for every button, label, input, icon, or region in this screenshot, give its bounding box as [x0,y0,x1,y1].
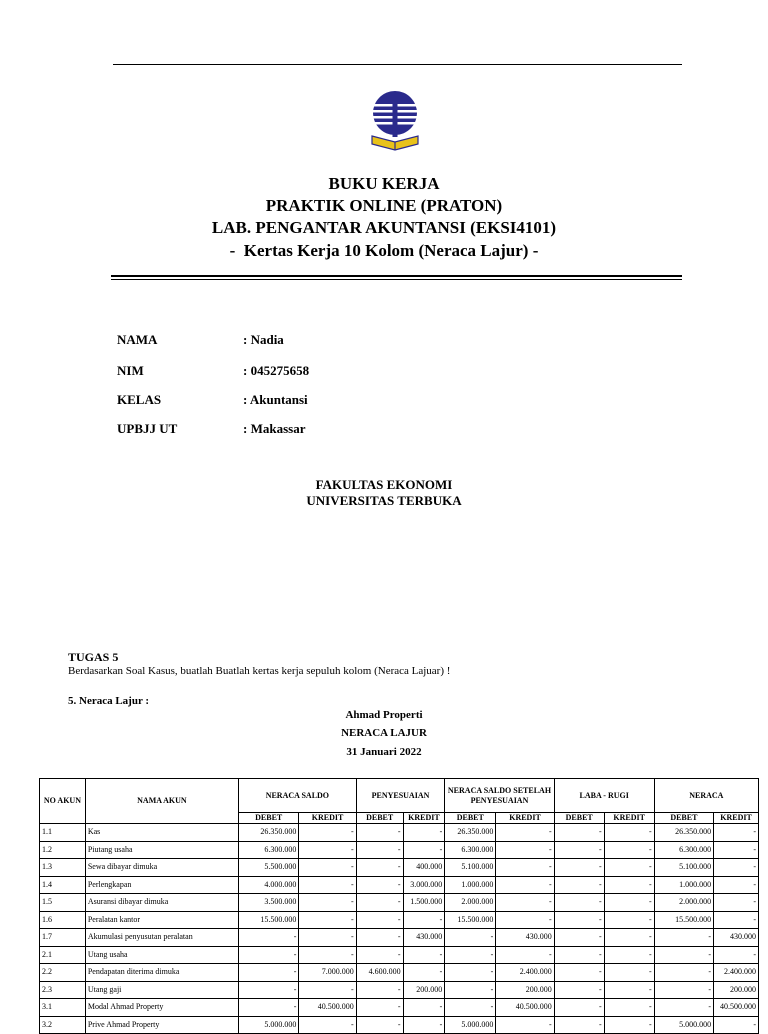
account-name: Peralatan kantor [85,911,238,929]
amount-cell: - [445,964,496,982]
amount-cell: - [554,894,604,912]
subheader-debet: DEBET [654,813,713,824]
amount-cell: - [604,999,654,1017]
assignment-heading: TUGAS 5 [68,650,119,664]
amount-cell: - [604,824,654,842]
amount-cell: - [554,981,604,999]
amount-cell: - [554,841,604,859]
amount-cell: 6.300.000 [654,841,713,859]
amount-cell: - [445,999,496,1017]
amount-cell: - [356,1016,403,1034]
account-name: Utang usaha [85,946,238,964]
field-label-upbjj: UPBJJ UT [117,421,178,436]
amount-cell: - [714,911,759,929]
amount-cell: 5.100.000 [445,859,496,877]
amount-cell: - [403,999,445,1017]
amount-cell: - [403,1016,445,1034]
amount-cell: 200.000 [403,981,445,999]
amount-cell: 1.000.000 [445,876,496,894]
field-value-upbjj: : Makassar [243,421,306,436]
amount-cell: 26.350.000 [239,824,299,842]
section-heading: 5. Neraca Lajur : [68,695,150,707]
amount-cell: 200.000 [496,981,554,999]
amount-cell: - [604,981,654,999]
amount-cell: - [554,1016,604,1034]
amount-cell: - [239,981,299,999]
amount-cell: 26.350.000 [445,824,496,842]
account-number: 1.7 [40,929,86,947]
account-name: Akumulasi penyusutan peralatan [85,929,238,947]
amount-cell: - [604,964,654,982]
amount-cell: - [554,859,604,877]
table-row [40,1016,759,1034]
amount-cell: - [554,911,604,929]
amount-cell: - [554,946,604,964]
amount-cell: 430.000 [496,929,554,947]
amount-cell: - [496,859,554,877]
amount-cell: 15.500.000 [239,911,299,929]
amount-cell: - [403,911,445,929]
account-name: Kas [85,824,238,842]
amount-cell: 7.000.000 [299,964,356,982]
amount-cell: - [654,946,713,964]
amount-cell: - [654,999,713,1017]
subheader-debet: DEBET [445,813,496,824]
amount-cell: - [604,929,654,947]
amount-cell: - [445,929,496,947]
amount-cell: 3.000.000 [403,876,445,894]
account-name: Pendapatan diterima dimuka [85,964,238,982]
amount-cell: - [496,911,554,929]
top-rule [113,64,682,65]
field-label-nim: NIM [117,363,144,378]
amount-cell: 4.000.000 [239,876,299,894]
amount-cell: - [714,841,759,859]
account-number: 1.3 [40,859,86,877]
worksheet-table [39,778,759,1034]
account-name: Piutang usaha [85,841,238,859]
double-rule-top [111,275,682,277]
header-group-neraca: NERACA [654,779,758,813]
amount-cell: - [554,876,604,894]
amount-cell: - [714,824,759,842]
subheader-debet: DEBET [239,813,299,824]
account-number: 3.1 [40,999,86,1017]
amount-cell: - [403,841,445,859]
amount-cell: - [496,946,554,964]
amount-cell: - [239,964,299,982]
amount-cell: - [714,859,759,877]
amount-cell: 15.500.000 [654,911,713,929]
amount-cell: 2.000.000 [445,894,496,912]
amount-cell: 5.500.000 [239,859,299,877]
account-number: 2.2 [40,964,86,982]
table-row [40,946,759,964]
table-row [40,999,759,1017]
amount-cell: - [299,824,356,842]
amount-cell: 430.000 [403,929,445,947]
amount-cell: - [554,964,604,982]
amount-cell: 40.500.000 [714,999,759,1017]
subheader-kredit: KREDIT [714,813,759,824]
amount-cell: - [654,929,713,947]
amount-cell: - [554,929,604,947]
cover-title-4: - Kertas Kerja 10 Kolom (Neraca Lajur) - [229,241,539,260]
amount-cell: 40.500.000 [299,999,356,1017]
report-name: NERACA LAJUR [341,727,427,739]
amount-cell: 40.500.000 [496,999,554,1017]
amount-cell: - [239,946,299,964]
account-name: Sewa dibayar dimuka [85,859,238,877]
table-row [40,859,759,877]
amount-cell: 6.300.000 [445,841,496,859]
faculty-name: FAKULTAS EKONOMI [315,477,453,492]
account-number: 2.1 [40,946,86,964]
field-label-kelas: KELAS [117,392,162,407]
account-name: Perlengkapan [85,876,238,894]
subheader-debet: DEBET [356,813,403,824]
amount-cell: - [299,946,356,964]
amount-cell: - [496,876,554,894]
amount-cell: - [604,841,654,859]
university-name: UNIVERSITAS TERBUKA [306,493,462,508]
table-row [40,894,759,912]
amount-cell: - [403,946,445,964]
header-group-neraca-saldo: NERACA SALDO [239,779,357,813]
amount-cell: - [654,981,713,999]
amount-cell: - [496,841,554,859]
table-row [40,876,759,894]
account-name: Utang gaji [85,981,238,999]
amount-cell: 26.350.000 [654,824,713,842]
amount-cell: - [496,1016,554,1034]
account-number: 1.6 [40,911,86,929]
header-no-akun: NO AKUN [40,779,86,824]
table-row [40,911,759,929]
account-number: 2.3 [40,981,86,999]
report-company: Ahmad Properti [345,709,423,721]
field-value-nama: : Nadia [243,332,284,347]
header-group-penyesuaian: PENYESUAIAN [356,779,445,813]
header-group-nssp: NERACA SALDO SETELAH PENYESUAIAN [445,779,554,813]
amount-cell: - [403,964,445,982]
assignment-instruction: Berdasarkan Soal Kasus, buatlah Buatlah kertas kerja sepuluh kolom (Neraca Lajuar) ! [68,665,451,677]
amount-cell: - [299,929,356,947]
amount-cell: - [356,981,403,999]
amount-cell: - [299,876,356,894]
amount-cell: 430.000 [714,929,759,947]
amount-cell: 2.400.000 [714,964,759,982]
amount-cell: - [604,911,654,929]
amount-cell: 200.000 [714,981,759,999]
amount-cell: - [299,1016,356,1034]
amount-cell: - [604,946,654,964]
university-logo-icon [368,90,424,152]
subheader-kredit: KREDIT [496,813,554,824]
table-row [40,929,759,947]
amount-cell: - [356,894,403,912]
amount-cell: - [239,999,299,1017]
amount-cell: - [496,824,554,842]
account-name: Modal Ahmad Property [85,999,238,1017]
account-name: Asuransi dibayar dimuka [85,894,238,912]
amount-cell: - [496,894,554,912]
table-row [40,964,759,982]
amount-cell: - [604,894,654,912]
amount-cell: - [554,824,604,842]
account-number: 1.5 [40,894,86,912]
subheader-kredit: KREDIT [604,813,654,824]
amount-cell: - [403,824,445,842]
amount-cell: 3.500.000 [239,894,299,912]
amount-cell: 4.600.000 [356,964,403,982]
field-value-kelas: : Akuntansi [243,392,308,407]
amount-cell: - [714,894,759,912]
amount-cell: 5.000.000 [654,1016,713,1034]
subheader-kredit: KREDIT [403,813,445,824]
amount-cell: 1.500.000 [403,894,445,912]
amount-cell: 5.000.000 [445,1016,496,1034]
amount-cell: 400.000 [403,859,445,877]
cover-title-1: BUKU KERJA [328,174,440,193]
table-row [40,841,759,859]
field-value-nim: : 045275658 [243,363,310,378]
amount-cell: - [445,946,496,964]
amount-cell: 15.500.000 [445,911,496,929]
subheader-kredit: KREDIT [299,813,356,824]
amount-cell: - [356,841,403,859]
amount-cell: - [445,981,496,999]
amount-cell: - [299,911,356,929]
amount-cell: - [239,929,299,947]
amount-cell: - [299,894,356,912]
header-nama-akun: NAMA AKUN [85,779,238,824]
amount-cell: - [356,929,403,947]
field-label-nama: NAMA [117,332,158,347]
amount-cell: - [356,946,403,964]
table-row [40,981,759,999]
amount-cell: 2.400.000 [496,964,554,982]
amount-cell: 2.000.000 [654,894,713,912]
amount-cell: - [356,911,403,929]
cover-title-3: LAB. PENGANTAR AKUNTANSI (EKSI4101) [211,218,557,237]
amount-cell: - [356,824,403,842]
amount-cell: - [356,859,403,877]
amount-cell: 6.300.000 [239,841,299,859]
amount-cell: - [604,876,654,894]
subheader-debet: DEBET [554,813,604,824]
amount-cell: - [299,859,356,877]
double-rule-bottom [111,279,682,280]
amount-cell: - [299,841,356,859]
amount-cell: - [604,859,654,877]
amount-cell: - [299,981,356,999]
amount-cell: 5.100.000 [654,859,713,877]
amount-cell: - [604,1016,654,1034]
amount-cell: - [714,876,759,894]
account-name: Prive Ahmad Property [85,1016,238,1034]
amount-cell: 1.000.000 [654,876,713,894]
account-number: 1.1 [40,824,86,842]
account-number: 3.2 [40,1016,86,1034]
amount-cell: - [714,1016,759,1034]
amount-cell: - [356,999,403,1017]
header-group-laba-rugi: LABA - RUGI [554,779,654,813]
amount-cell: 5.000.000 [239,1016,299,1034]
amount-cell: - [554,999,604,1017]
amount-cell: - [654,964,713,982]
account-number: 1.4 [40,876,86,894]
report-date: 31 Januari 2022 [346,746,422,758]
amount-cell: - [356,876,403,894]
account-number: 1.2 [40,841,86,859]
amount-cell: - [714,946,759,964]
cover-title-2: PRAKTIK ONLINE (PRATON) [265,196,503,215]
table-row [40,824,759,842]
